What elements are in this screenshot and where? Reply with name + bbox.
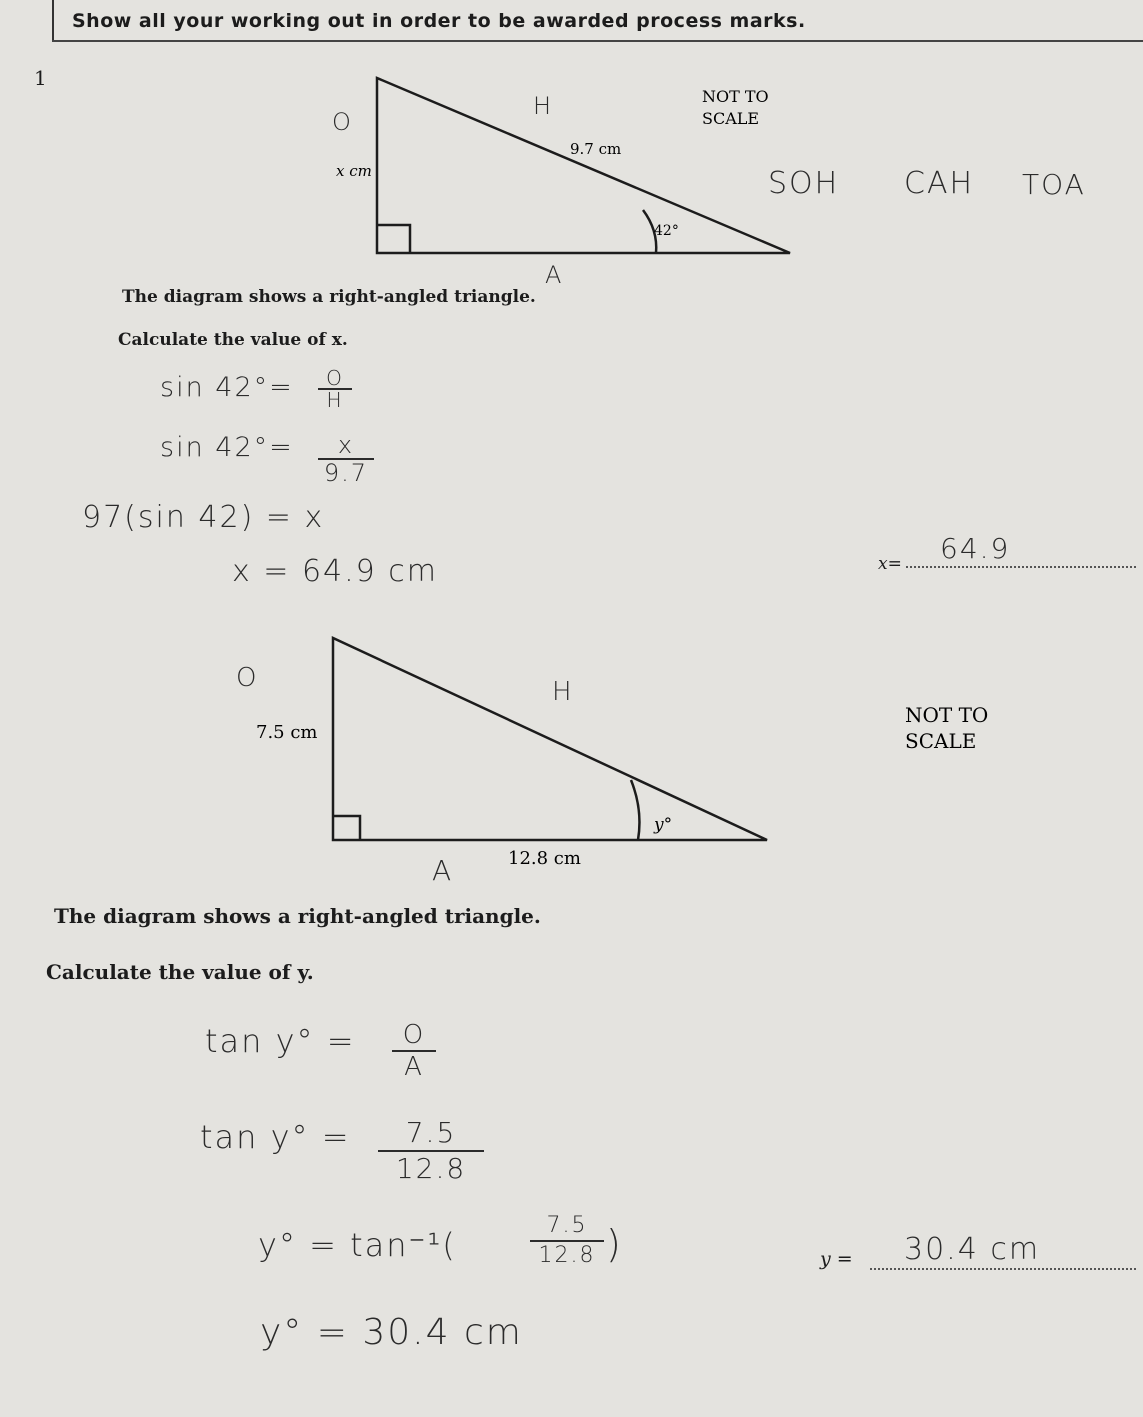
- q2-fraction-2-den: 12.8: [378, 1150, 484, 1186]
- q2-answer-value: 30.4 cm: [904, 1232, 1041, 1267]
- q1-prompt: Calculate the value of x.: [118, 330, 348, 350]
- not-to-scale-2b: SCALE: [905, 729, 977, 753]
- q2-fraction-2-num: 7.5: [405, 1116, 457, 1149]
- q2-prompt: Calculate the value of y.: [46, 960, 314, 984]
- angle-arc-2: [631, 780, 639, 840]
- q1-fraction-2: [318, 432, 374, 486]
- q2-fraction-3-den: 12.8: [530, 1240, 604, 1270]
- hypotenuse-label: 9.7 cm: [570, 140, 622, 158]
- margin-rule: [52, 0, 54, 42]
- side-7-5-label: 7.5 cm: [256, 722, 318, 743]
- mnemonic-soh: SOH: [768, 166, 840, 201]
- q2-fraction-1-num: O: [402, 1020, 426, 1050]
- hw-opposite-label-1: O: [332, 108, 351, 136]
- hw-opposite-label-2: O: [236, 663, 257, 693]
- triangle-2: [333, 638, 767, 840]
- q2-working-line3: y° = tan⁻¹(: [258, 1226, 457, 1264]
- hw-adjacent-label-2: A: [432, 854, 452, 887]
- q1-fraction-1: [318, 368, 352, 410]
- q1-answer-label: x=: [878, 554, 902, 574]
- q1-working-line3: 97(sin 42) = x: [82, 500, 325, 535]
- not-to-scale-1b: SCALE: [702, 109, 760, 128]
- mnemonic-cah: CAH: [904, 166, 975, 201]
- q1-fraction-1-den: H: [318, 388, 352, 410]
- right-angle-marker-1: [377, 225, 410, 253]
- q1-working-line2: sin 42°=: [160, 432, 294, 463]
- q1-working-line4: x = 64.9 cm: [232, 554, 439, 589]
- hw-adjacent-label-1: A: [545, 261, 562, 289]
- angle-y-label: y°: [654, 815, 673, 835]
- q2-answer-line[interactable]: [870, 1268, 1136, 1270]
- q1-fraction-2-den: 9.7: [318, 458, 374, 486]
- q2-working-line2: tan y° =: [200, 1118, 351, 1156]
- q2-fraction-2: [378, 1116, 484, 1186]
- q1-answer-value: 64.9: [940, 532, 1011, 565]
- q1-fraction-1-num: O: [326, 366, 344, 390]
- q2-working-line1: tan y° =: [205, 1022, 356, 1060]
- q2-fraction-3-num: 7.5: [546, 1213, 588, 1238]
- not-to-scale-1a: NOT TO: [702, 87, 769, 106]
- not-to-scale-2a: NOT TO: [905, 703, 989, 727]
- q2-working-line4: y° = 30.4 cm: [260, 1312, 523, 1353]
- hw-hypotenuse-label-1: H: [533, 92, 552, 120]
- q1-fraction-2-num: x: [337, 431, 355, 459]
- right-angle-marker-2: [333, 816, 360, 840]
- base-12-8-label: 12.8 cm: [508, 848, 581, 869]
- question-number: 1: [34, 66, 47, 90]
- q2-fraction-1: [392, 1020, 436, 1082]
- q2-answer-label: y =: [820, 1248, 853, 1270]
- mnemonic-toa: TOA: [1022, 168, 1086, 201]
- instruction-text: Show all your working out in order to be awarded process marks.: [72, 10, 806, 32]
- q2-statement: The diagram shows a right-angled triangle.: [54, 904, 541, 928]
- q2-fraction-1-den: A: [392, 1050, 436, 1082]
- side-x-label: x cm: [336, 162, 372, 180]
- header-rule: [52, 40, 1143, 42]
- q1-answer-line[interactable]: [906, 566, 1136, 568]
- q2-close-paren: ): [606, 1222, 623, 1266]
- hw-hypotenuse-label-2: H: [552, 677, 572, 707]
- q1-statement: The diagram shows a right-angled triangle.: [122, 287, 536, 307]
- q1-working-line1: sin 42°=: [160, 372, 294, 403]
- q2-fraction-3: [530, 1212, 604, 1270]
- angle-42-label: 42°: [654, 223, 679, 239]
- triangle-diagram-2: [0, 630, 1143, 890]
